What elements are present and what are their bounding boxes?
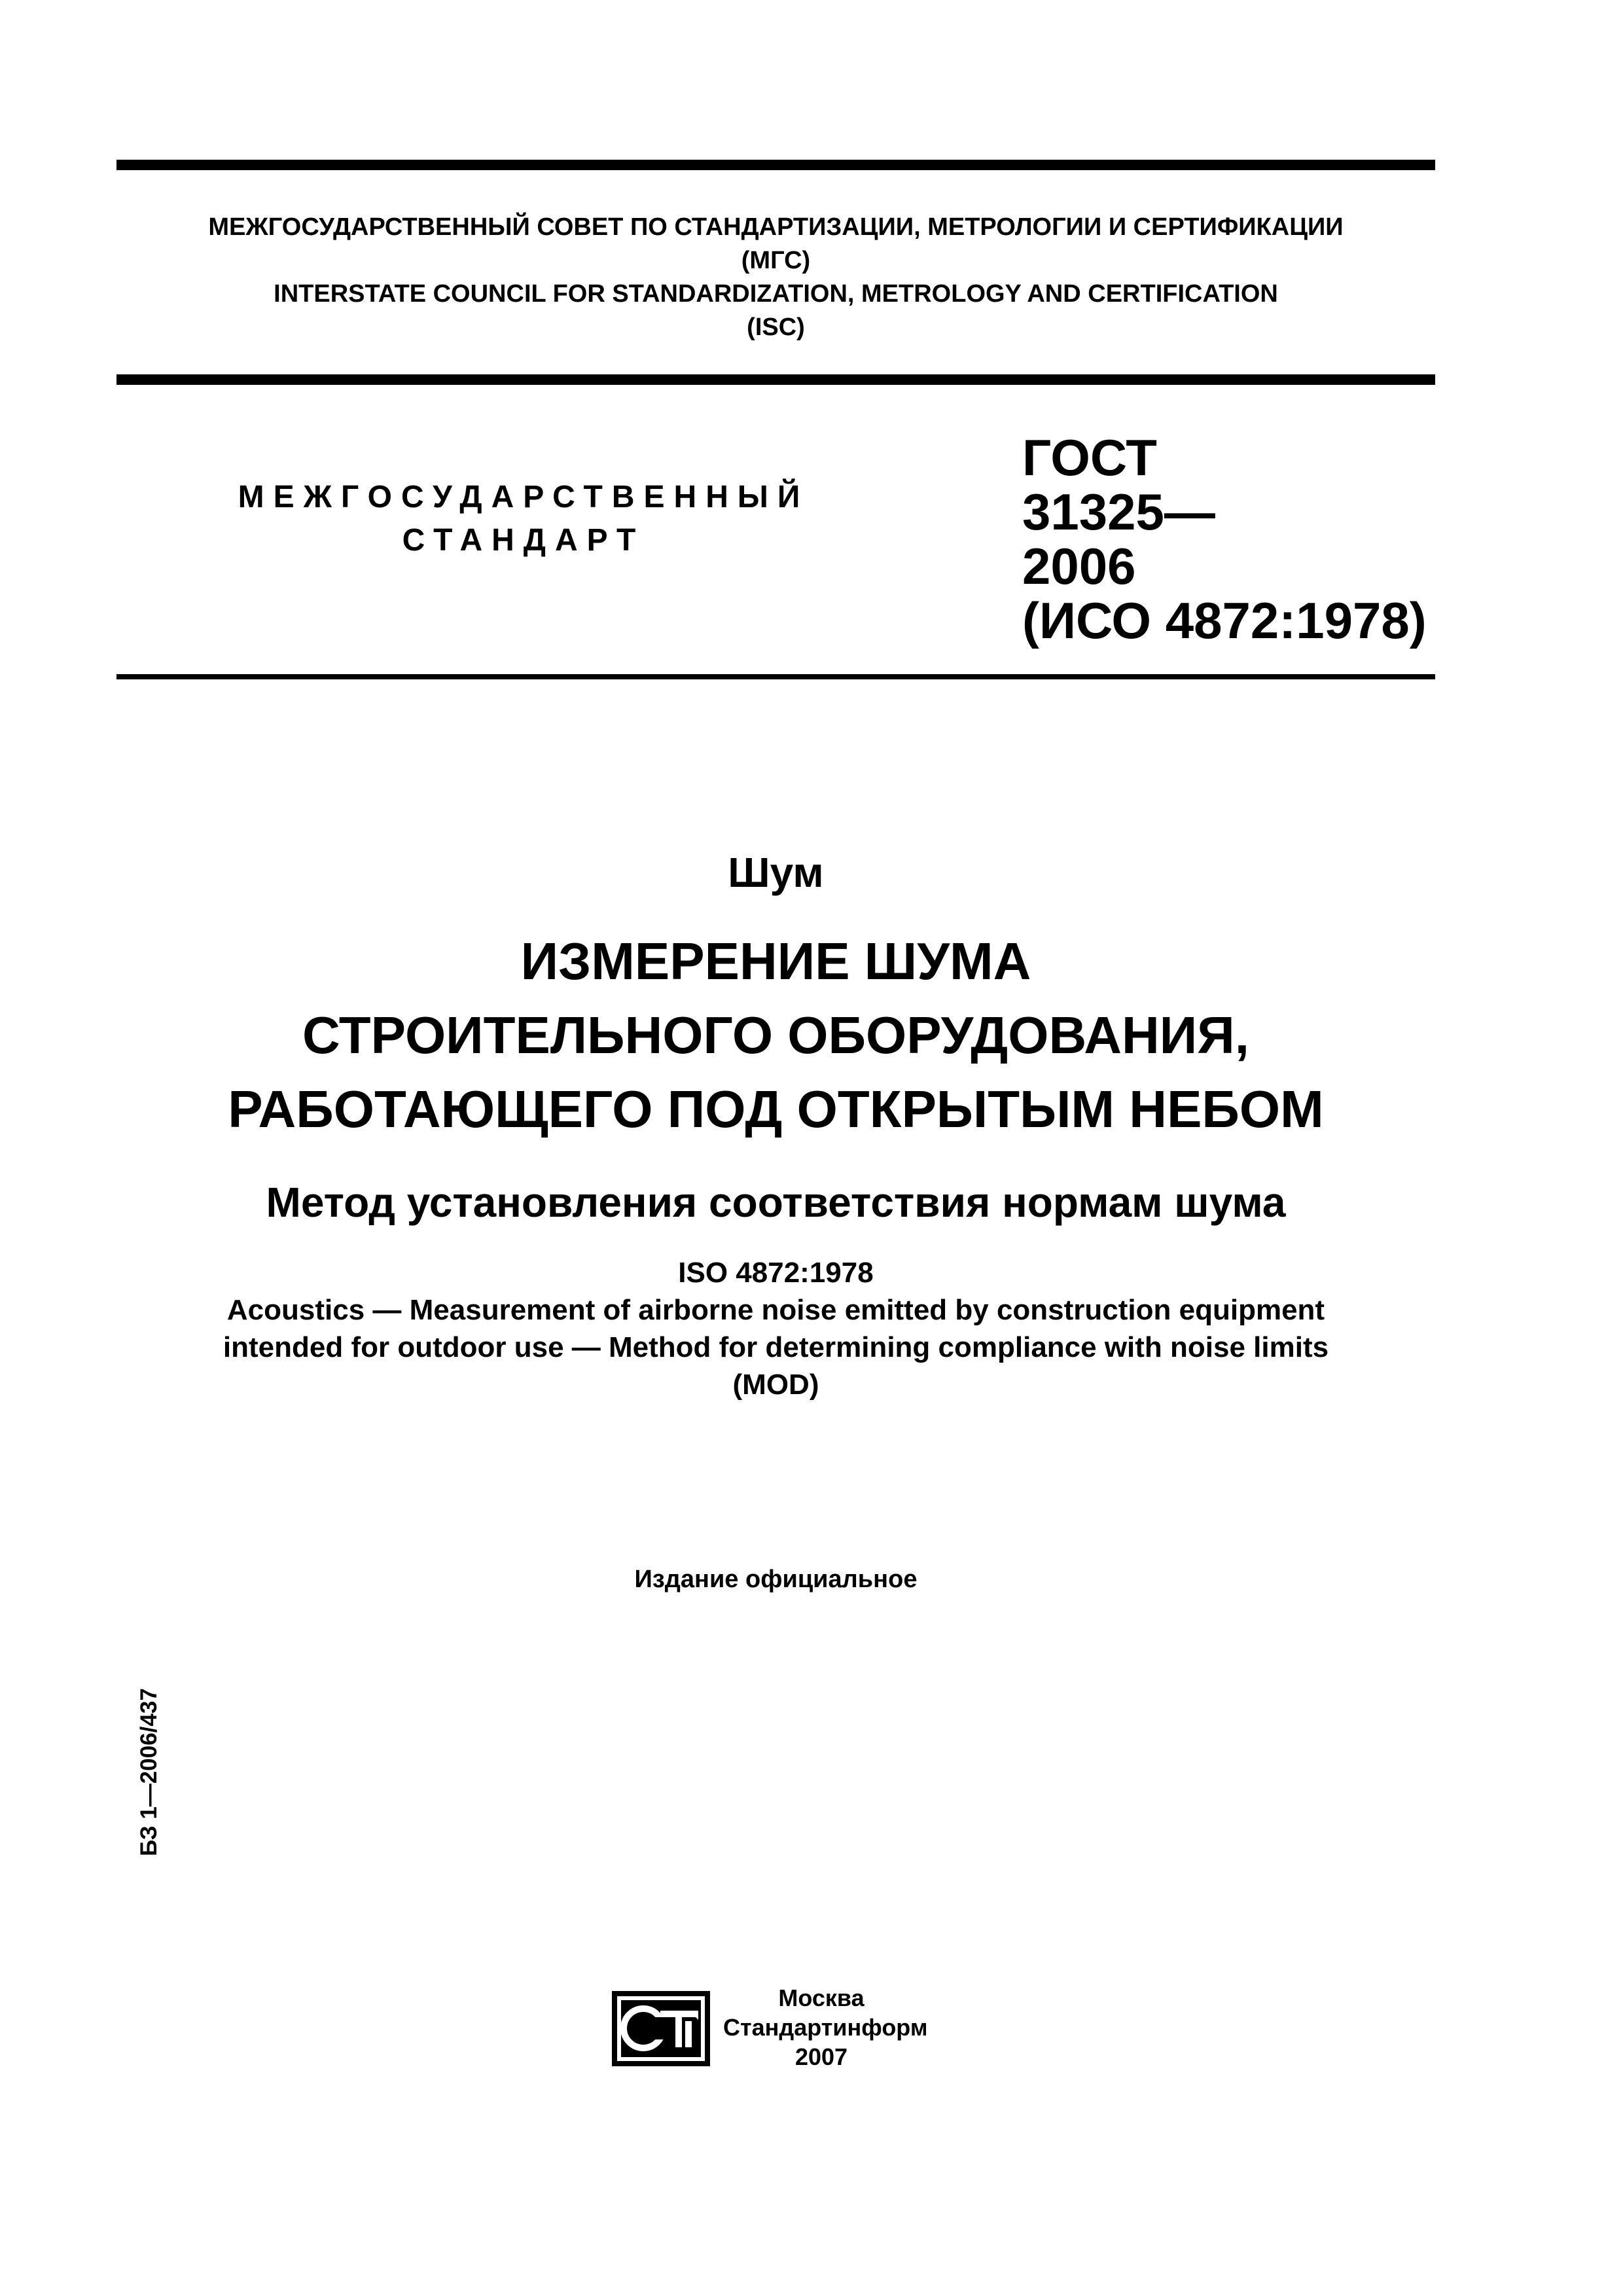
iso-title-line1: Acoustics — Measurement of airborne noise emitted by construction equipment bbox=[226, 1294, 1325, 1326]
title-main bbox=[116, 924, 1435, 1146]
title-main-line2: СТРОИТЕЛЬНОГО ОБОРУДОВАНИЯ, bbox=[302, 1006, 1250, 1064]
iso-title-line2: intended for outdoor use — Method for determining compliance with noise limits bbox=[223, 1331, 1329, 1363]
top-rule bbox=[116, 160, 1435, 170]
sti-logo-icon bbox=[612, 1991, 710, 2066]
standard-type-line2: СТАНДАРТ bbox=[402, 523, 645, 558]
side-code: БЗ 1—2006/437 bbox=[136, 1688, 162, 1856]
iso-block bbox=[116, 1254, 1435, 1403]
title-subtitle: Метод установления соответствия нормам шума bbox=[266, 1179, 1286, 1226]
council-en-abbr: (ISC) bbox=[747, 314, 805, 341]
standard-type-line1: МЕЖГОСУДАРСТВЕННЫЙ bbox=[238, 480, 810, 514]
iso-mod: (MOD) bbox=[732, 1369, 819, 1401]
edition-label: Издание официальное bbox=[634, 1566, 918, 1593]
header-bottom-rule bbox=[116, 374, 1435, 385]
council-en: INTERSTATE COUNCIL FOR STANDARDIZATION, METROLOGY AND CERTIFICATION bbox=[274, 280, 1278, 308]
title-category: Шум bbox=[728, 849, 824, 896]
gost-number: 31325— bbox=[1022, 483, 1215, 541]
council-ru: МЕЖГОСУДАРСТВЕННЫЙ СОВЕТ ПО СТАНДАРТИЗАЦИИ, МЕТРОЛОГИИ И СЕРТИФИКАЦИИ bbox=[208, 213, 1344, 241]
logo-text bbox=[710, 1991, 711, 1992]
title-block-rule bbox=[116, 674, 1435, 679]
title-main-line3: РАБОТАЮЩЕГО ПОД ОТКРЫТЫМ НЕБОМ bbox=[228, 1080, 1324, 1138]
publisher-block bbox=[723, 1983, 928, 2072]
publisher-name: Стандартинформ bbox=[723, 2014, 928, 2041]
title-main-line1: ИЗМЕРЕНИЕ ШУМА bbox=[520, 932, 1031, 990]
gost-year: 2006 bbox=[1022, 537, 1136, 595]
gost-label: ГОСТ bbox=[1022, 429, 1157, 486]
publisher-year: 2007 bbox=[794, 2043, 848, 2070]
gost-designation bbox=[1022, 431, 1427, 648]
publisher-logo bbox=[612, 1991, 710, 2066]
publisher-city: Москва bbox=[778, 1984, 865, 2011]
council-header bbox=[116, 211, 1435, 344]
iso-code: ISO 4872:1978 bbox=[678, 1257, 874, 1289]
gost-iso-ref: (ИСО 4872:1978) bbox=[1022, 592, 1427, 649]
council-ru-abbr: (МГС) bbox=[741, 247, 811, 274]
